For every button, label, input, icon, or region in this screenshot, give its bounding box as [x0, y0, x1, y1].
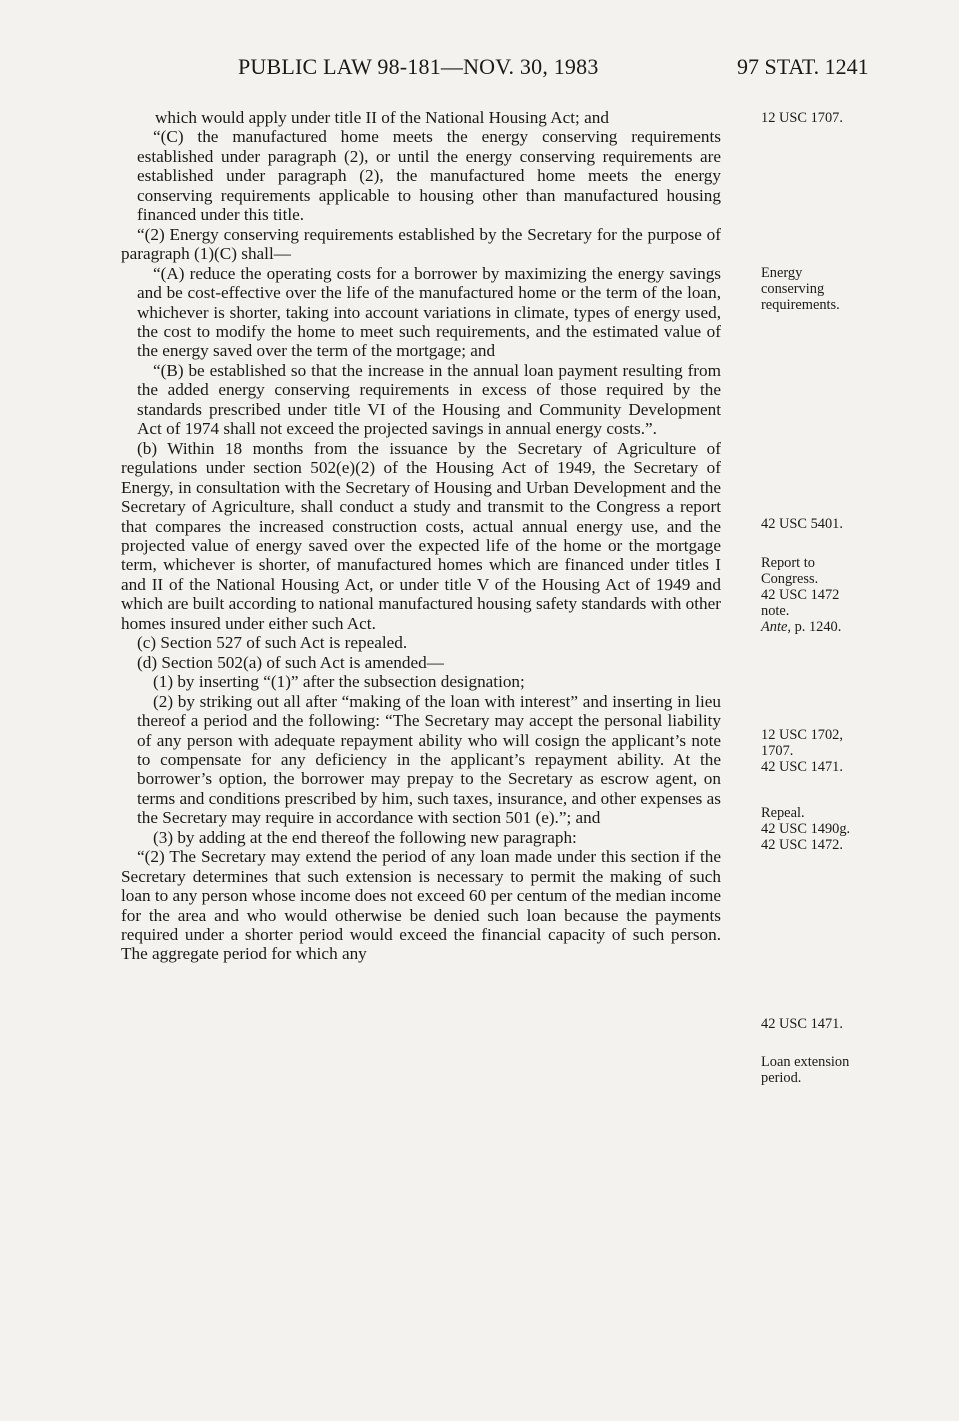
paragraph-subsection-c: “(C) the manufactured home meets the energy conserving requirements established under paragraph (2), or until the energy conserving requirements are established under paragraph (2), the manufactured home meets the energy conserving requirements applicable to housing other than manufactured housing financed under this title. — [137, 127, 721, 225]
margin-note-loan-extension: Loan extension period. — [761, 1054, 850, 1086]
paragraph-c-repeal: (c) Section 527 of such Act is repealed. — [137, 633, 408, 653]
margin-note-usc-1702: 12 USC 1702, 1707. 42 USC 1471. — [761, 727, 843, 775]
page-header-title: PUBLIC LAW 98-181—NOV. 30, 1983 — [238, 54, 599, 79]
margin-note-usc-1707: 12 USC 1707. — [761, 110, 843, 126]
paragraph-d2: (2) by striking out all after “making of the loan with interest” and inserting in lieu thereof a period and the following: “The Secretary may accept the personal liability of any person with adequate repayment ability who will cosign the applicant’s note to compensate for any deficiency in the applicant’s repayment ability. At the borrower’s option, the borrower may prepay to the Secretary as escrow agent, on terms and conditions prescribed by him, such taxes, insurance, and other expenses as the Secretary may require in accordance with section 501 (e).”; and — [137, 691, 721, 828]
margin-note-usc-1471: 42 USC 1471. — [761, 1016, 843, 1032]
margin-note-energy: Energy conserving requirements. — [761, 265, 840, 313]
margin-note-report: Report to Congress. 42 USC 1472 note. Ante, p. 1240. — [761, 555, 842, 635]
paragraph-d1: (1) by inserting “(1)” after the subsection designation; — [153, 672, 525, 692]
paragraph-continuation: which would apply under title II of the National Housing Act; and — [155, 108, 609, 127]
paragraph-2-energy: “(2) Energy conserving requirements established by the Secretary for the purpose of paragraph (1)(C) shall— — [121, 224, 721, 264]
ante-ref: Ante, — [761, 619, 791, 635]
paragraph-d-amend: (d) Section 502(a) of such Act is amended— — [137, 652, 444, 672]
margin-note-usc-5401: 42 USC 5401. — [761, 516, 843, 532]
paragraph-subsection-a: “(A) reduce the operating costs for a borrower by maximizing the energy savings and be cost-effective over the life of the manufactured home or the term of the loan, whichever is shorter, taking into account variations in climate, types of energy used, the cost to modify the home to meet such requirements, and the estimated value of the energy saved over the term of the mortgage; and — [137, 263, 721, 361]
paragraph-subsection-b: “(B) be established so that the increase in the annual loan payment resulting from the added energy conserving requirements in excess of those required by the standards prescribed under title VI of the Housing and Community Development Act of 1974 shall not exceed the projected savings in annual energy costs.”. — [137, 360, 721, 439]
margin-note-repeal: Repeal. 42 USC 1490g. 42 USC 1472. — [761, 805, 851, 853]
page-header-stat: 97 STAT. 1241 — [737, 54, 869, 79]
paragraph-b-study: (b) Within 18 months from the issuance by the Secretary of Agriculture of regulations under section 502(e)(2) of the Housing Act of 1949, the Secretary of Energy, in consultation with the Secretary of Housing and Urban Development and the Secretary of Agriculture, shall conduct a study and transmit to the Congress a report that compares the increased construction costs, actual annual energy use, and the projected value of energy saved over the expected life of the home or the mortgage term, whichever is shorter, of manufactured homes which are financed under titles I and II of the National Housing Act, or under title V of the Housing Act of 1949 and which are built according to national manufactured housing safety standards with other homes insured under either such Act. — [121, 438, 721, 633]
statute-body — [121, 108, 721, 964]
paragraph-loan-extension: “(2) The Secretary may extend the period of any loan made under this section if the Secretary determines that such extension is necessary to permit the making of such loan to any person whose income does not exceed 60 per centum of the median income for the area and who would otherwise be denied such loan because the payments required under a shorter period would exceed the financial capacity of such person. The aggregate period for which any — [121, 847, 721, 964]
paragraph-d3: (3) by adding at the end thereof the following new paragraph: — [153, 827, 577, 847]
